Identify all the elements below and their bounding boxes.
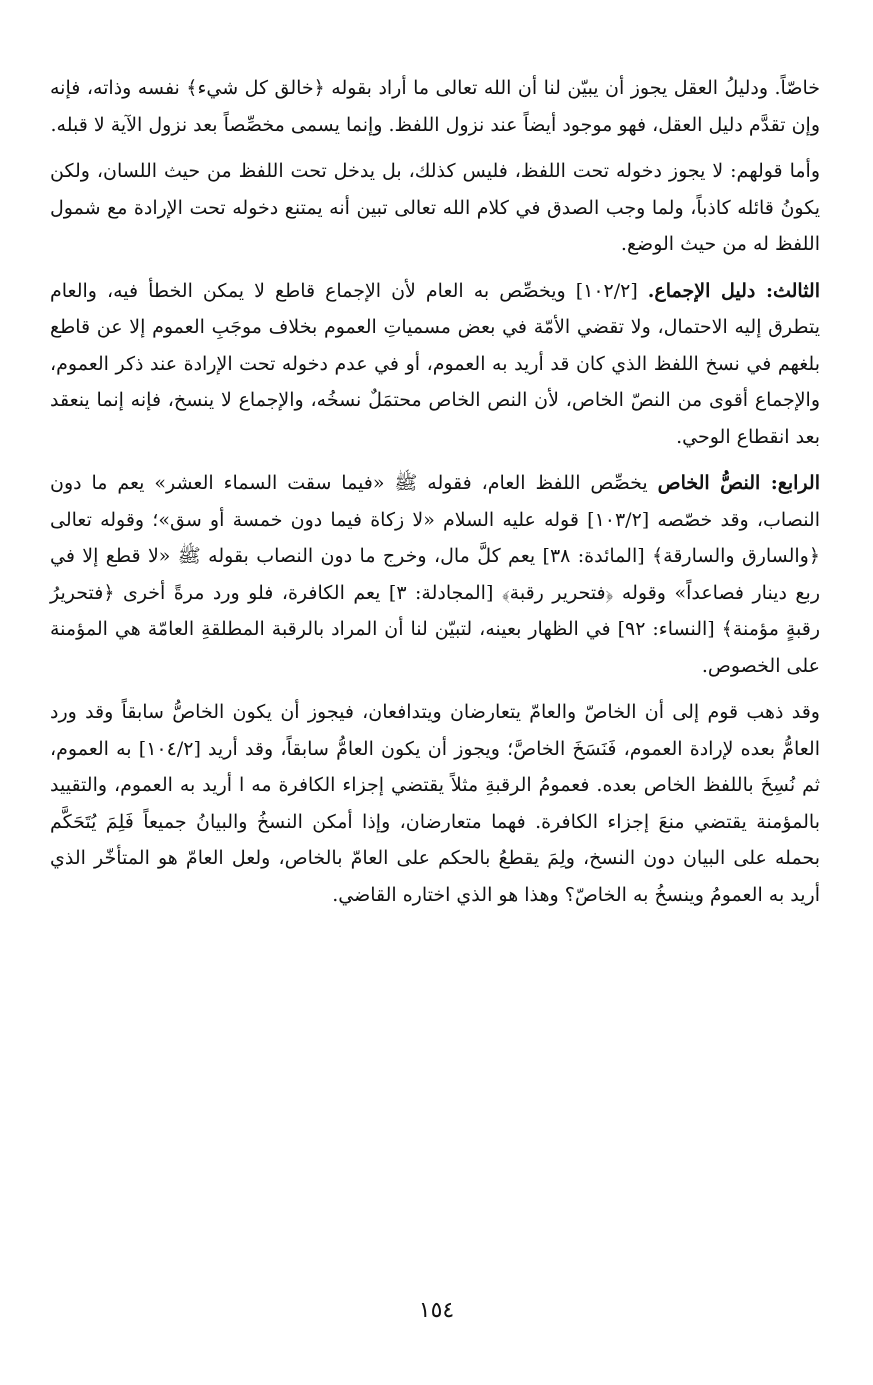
paragraph-2 — [50, 153, 820, 263]
page-number: ١٥٤ — [418, 1298, 455, 1323]
paragraph-5-text: وقد ذهب قوم إلى أن الخاصّ والعامّ يتعارضان ويتدافعان، فيجوز أن يكون الخاصُّ سابقاً وقد ورد العامُّ بعده لإرادة العموم، فَنَسَخَ الخاصَّ؛ ويجوز أن يكون العامُّ سابقاً، وقد أريد [١٠٤/٢] به العموم، ثم نُسِخَ باللفظ الخاص بعده. فعمومُ الرقبةِ مثلاً يقتضي إجزاء الكافرة مه ا أريد به العموم، والتقييد بالمؤمنة يقتضي منعَ إجزاء الكافرة. فهما متعارضان، وإذا أمكن النسخُ والبيانُ جميعاً فَلِمَ يُتَحَكَّم بحمله على البيان دون النسخ، ولِمَ يقطعُ بالحكم على العامّ بالخاص، ولعل العامّ هو المتأخّر الذي أريد به العمومُ وينسخُ به الخاصّ؟ وهذا هو الذي اختاره القاضي. — [50, 701, 821, 906]
paragraph-3 — [50, 273, 820, 456]
paragraph-2-text: وأما قولهم: لا يجوز دخوله تحت اللفظ، فليس كذلك، بل يدخل تحت اللفظ من حيث اللسان، ولكن يكونُ قائله كاذباً، ولما وجب الصدق في كلام الله تعالى تبين أنه يمتنع دخوله تحت الإرادة مع شمول اللفظ له من حيث الوضع. — [50, 160, 820, 255]
paragraph-1 — [50, 70, 820, 143]
paragraph-4-text: يخصِّص اللفظ العام، فقوله ﷺ «فيما سقت السماء العشر» يعم ما دون النصاب، وقد خصّصه [١٠٣/٢] قوله عليه السلام «لا زكاة فيما دون خمسة أو سق»؛ وقوله تعالى ﴿والسارق والسارقة﴾ [المائدة: ٣٨] يعم كلَّ مال، وخرج ما دون النصاب بقوله ﷺ «لا قطع إلا في ربع دينار فصاعداً» وقوله ﴿فتحرير رقبة﴾ [المجادلة: ٣] يعم الكافرة، فلو ورد مرةً أخرى ﴿فتحريرُ رقبةٍ مؤمنة﴾ [النساء: ٩٢] في الظهار بعينه، لتبيّن لنا أن المراد بالرقبة المطلقةِ العامّة هي المؤمنة على الخصوص. — [50, 472, 821, 677]
paragraph-3-text: [١٠٢/٢] ويخصِّص به العام لأن الإجماع قاطع لا يمكن الخطأ فيه، والعام يتطرق إليه الاحتمال، ولا تقضي الأمّة في بعض مسمياتِ العموم بخلاف موجَبِ العموم إلا عن قاطع بلغهم في نسخ اللفظ الذي كان قد أريد به العموم، أو في عدم دخوله تحت الإرادة عند ذكر العموم، والإجماع أقوى من النصّ الخاص، لأن النص الخاص محتمَلٌ نسخُه، والإجماع لا ينسخ، فإنه إنما ينعقد بعد انقطاع الوحي. — [50, 279, 820, 448]
paragraph-5 — [50, 694, 820, 913]
paragraph-4 — [50, 465, 820, 684]
paragraph-3-heading: الثالث: دليل الإجماع. — [647, 279, 820, 302]
page-body — [50, 70, 820, 921]
paragraph-4-heading: الرابع: النصُّ الخاص — [657, 472, 820, 494]
paragraph-1-text: خاصّاً. ودليلُ العقل يجوز أن يبيّن لنا أن الله تعالى ما أراد بقوله ﴿خالق كل شيء﴾ نفسه وذاته، فإنه وإن تقدَّم دليل العقل، فهو موجود أيضاً عند نزول اللفظ. وإنما يسمى مخصِّصاً بعد نزول الآية لا قبله. — [50, 77, 820, 136]
